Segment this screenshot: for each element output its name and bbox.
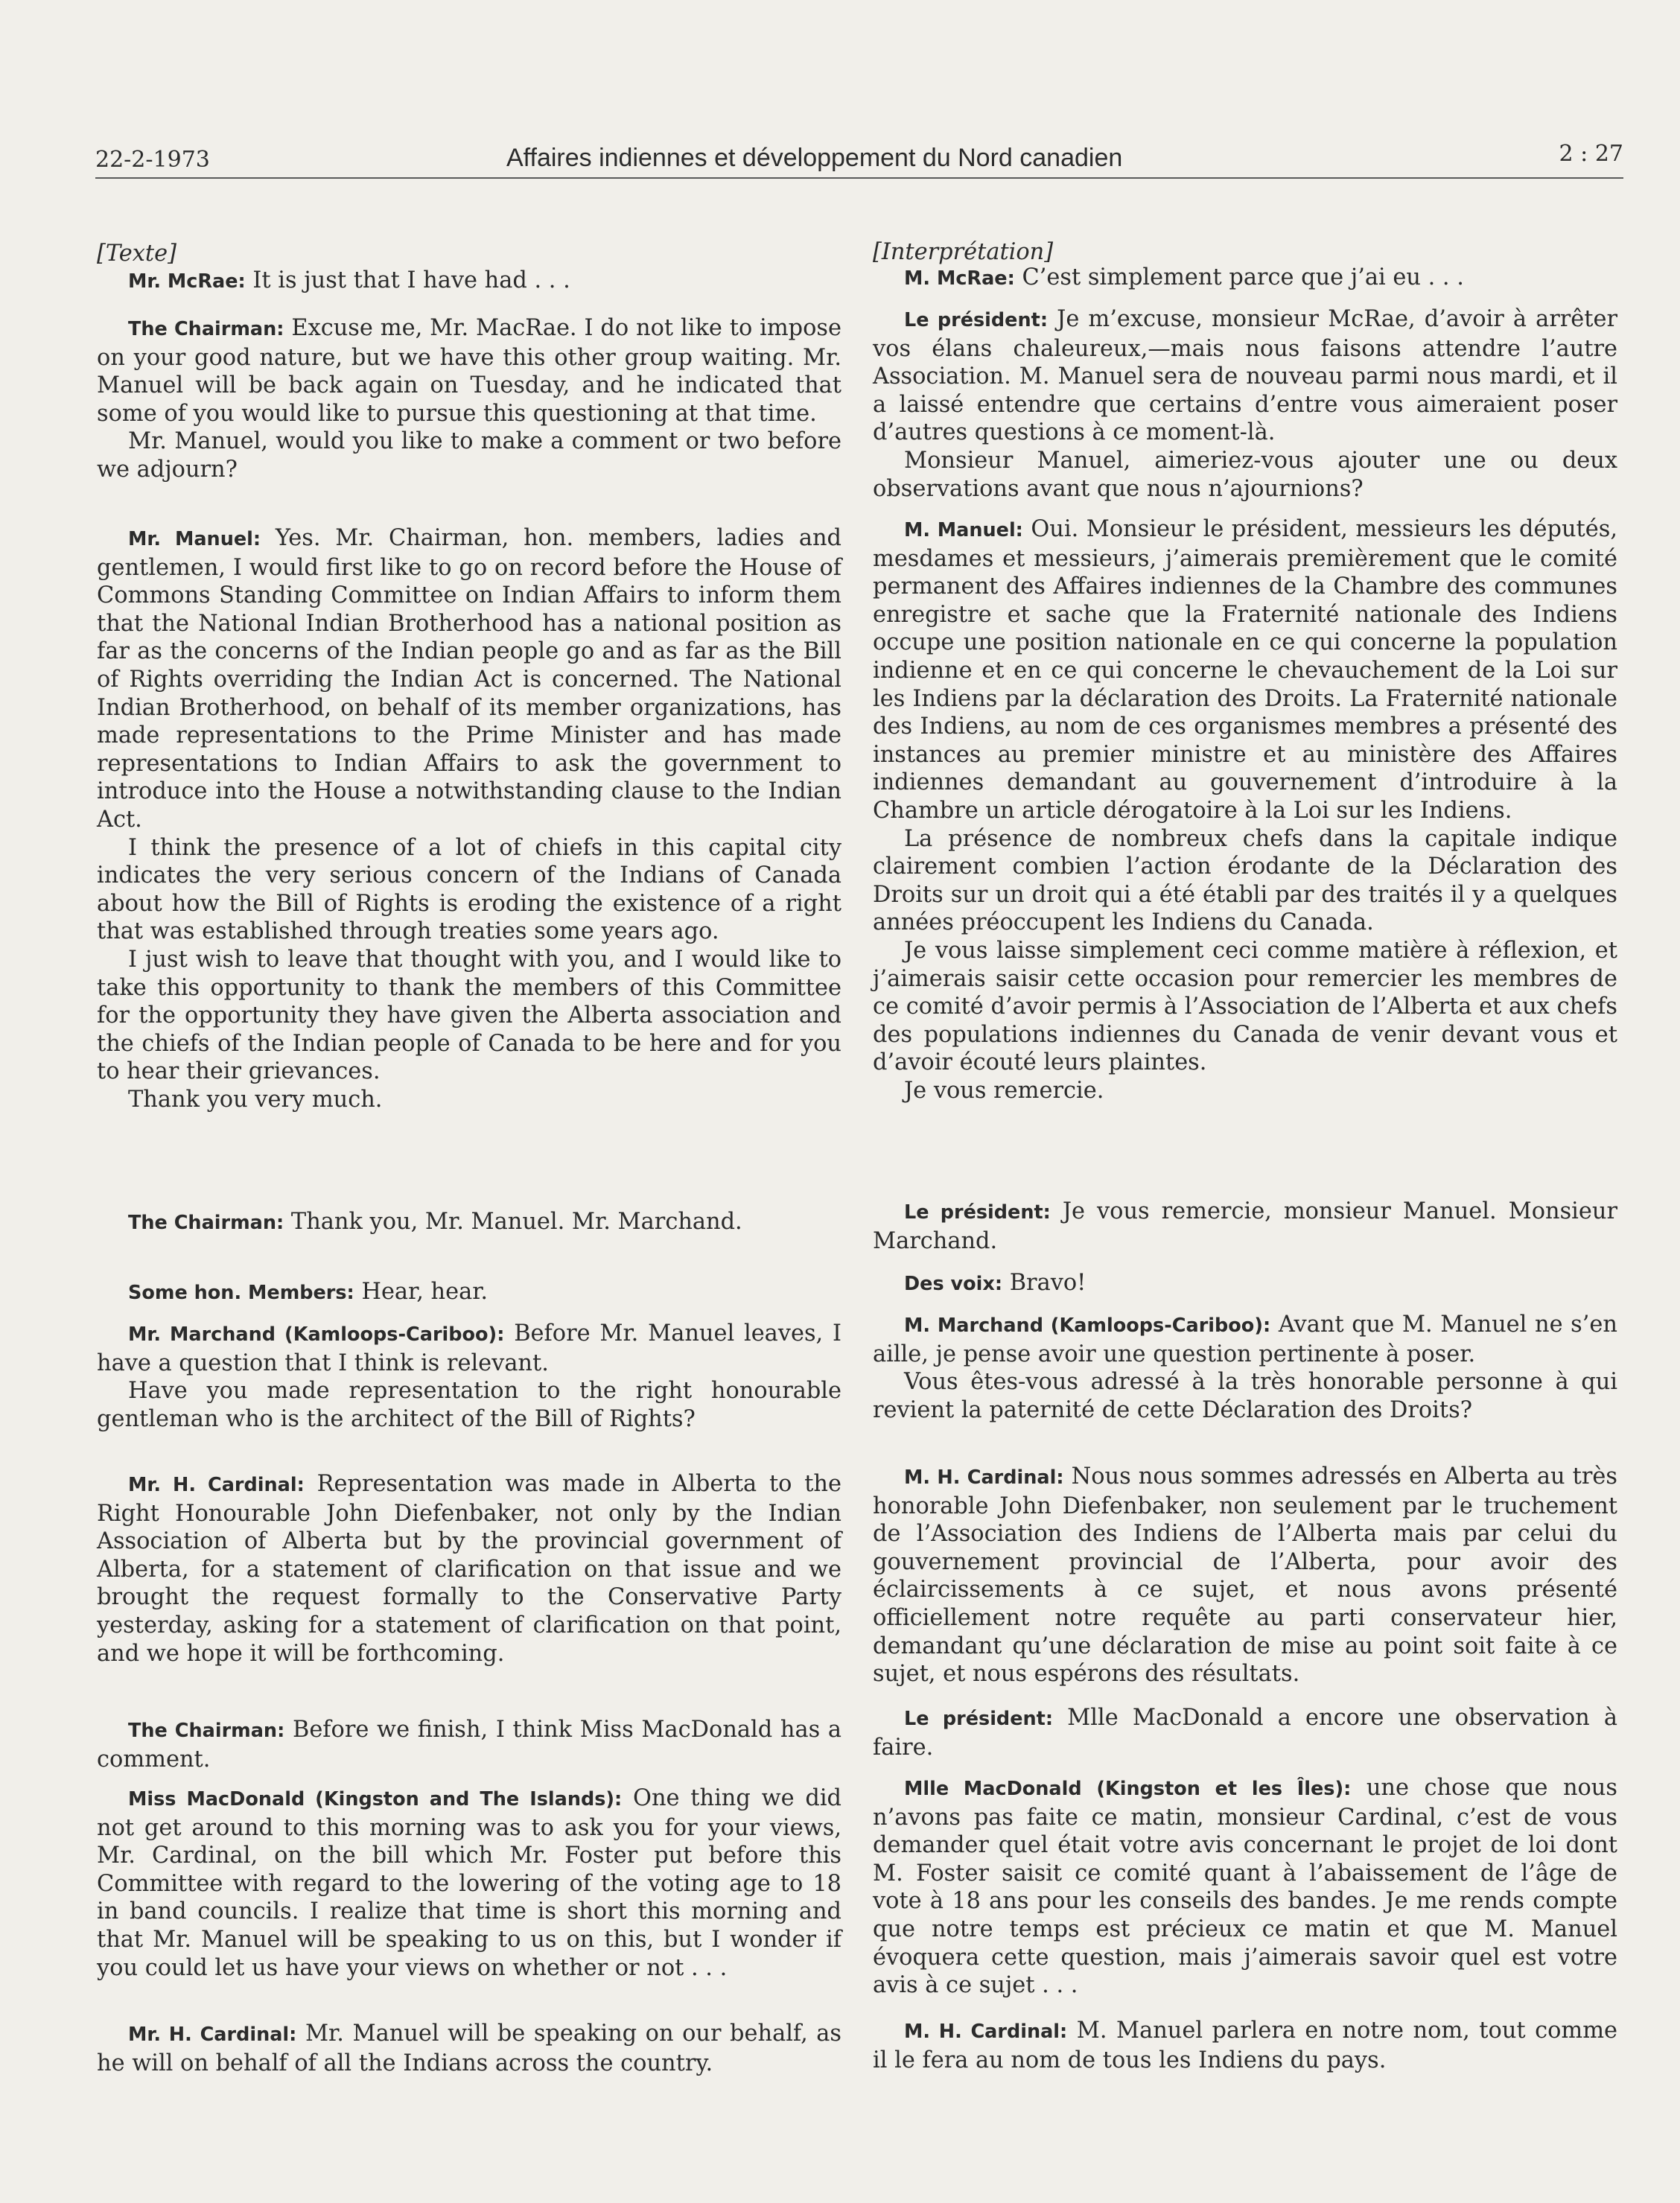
section-label-english: [Texte] [97, 241, 176, 267]
speech-paragraph: Monsieur Manuel, aimeriez-vous ajouter une ou deux observations avant que nous n’ajournions? [873, 447, 1617, 502]
speech-block [873, 264, 1617, 293]
speaker-name: The Chairman: [128, 1720, 285, 1742]
speaker-name: Mr. Marchand (Kamloops-Cariboo): [128, 1323, 505, 1346]
speech-text: une chose que nous n’avons pas faite ce matin, monsieur Cardinal, c’est de vous demander quel était votre avis concernant le projet de loi dont M. Foster saisit ce comité quant à l’abaissement de l’âge de vote à 18 ans pour les conseils des bandes. Je me rends compte que notre temps est précieux ce matin et que M. Manuel évoquera cette question, mais j’aimerais savoir quel est votre avis à ce sujet . . . [873, 1775, 1617, 1999]
speech-block [873, 1463, 1617, 1688]
speech-block [873, 1704, 1617, 1761]
speaker-name: M. Manuel: [904, 519, 1023, 541]
speaker-name: Miss MacDonald (Kingston and The Islands): [128, 1788, 623, 1811]
speaker-name: Le président: [904, 309, 1049, 331]
page-header [95, 139, 1623, 179]
speech-paragraph: Je vous remercie. [904, 1077, 1104, 1104]
speaker-name: Mr. McRae: [128, 270, 246, 293]
speech-block [97, 267, 841, 296]
speech-block [873, 515, 1617, 1104]
speech-block [97, 314, 841, 484]
header-title: Affaires indiennes et développement du Nord canadien [506, 144, 1123, 172]
speech-block [97, 1278, 841, 1308]
speech-block [97, 524, 841, 1113]
speech-block [873, 305, 1617, 503]
speech-block [97, 2020, 841, 2077]
speech-text: It is just that I have had . . . [252, 267, 570, 293]
speaker-name: Mlle MacDonald (Kingston et les Îles): [904, 1778, 1352, 1800]
speech-block [97, 1208, 841, 1238]
speech-text: M. Manuel parlera en notre nom, tout comme il le fera au nom de tous les Indiens du pays. [873, 2018, 1618, 2073]
speech-text: Je vous remercie, monsieur Manuel. Monsieur Marchand. [873, 1198, 1617, 1254]
speech-block [97, 1784, 841, 1982]
speech-block [873, 1311, 1617, 1424]
speaker-name: Mr. H. Cardinal: [128, 2024, 297, 2046]
speech-paragraph: La présence de nombreux chefs dans la capitale indique clairement combien l’action érodante de la Déclaration des Droits sur un droit qui a été établi par des traités il y a quelques années préoccupent les Indiens du Canada. [873, 825, 1617, 936]
speech-text: Hear, hear. [361, 1279, 489, 1305]
speech-block [97, 1716, 841, 1773]
speaker-name: The Chairman: [128, 318, 284, 340]
speech-paragraph: I think the presence of a lot of chiefs in this capital city indicates the very serious concern of the Indians of Canada about how the Bill of Rights is eroding the existence of a right that was established through treaties some years ago. [97, 834, 841, 945]
speaker-name: Le président: [904, 1708, 1054, 1730]
speaker-name: M. McRae: [904, 267, 1015, 290]
speech-text: Oui. Monsieur le président, messieurs les députés, mesdames et messieurs, j’aimerais premièrement que le comité permanent des Affaires indiennes de la Chambre des communes enregistre et sache que la Fraternité nationale des Indiens occupe une position nationale en ce qui concerne la population indienne et en ce qui concerne le chevauchement de la Loi sur les Indiens par la déclaration des Droits. La Fraternité nationale des Indiens, au nom de ces organismes membres a présenté des instances au premier ministre et au ministère des Affaires indiennes demandant au gouvernement d’introduire à la Chambre un article dérogatoire à la Loi sur les Indiens. [873, 516, 1617, 824]
speech-paragraph: I just wish to leave that thought with you, and I would like to take this opportunity to thank the members of this Committee for the opportunity they have given the Alberta association and the chiefs of the Indian people of Canada to be here and for you to hear their grievances. [97, 946, 841, 1085]
speech-text: Je m’excuse, monsieur McRae, d’avoir à arrêter vos élans chaleureux,—mais nous faisons attendre l’autre Association. M. Manuel sera de nouveau parmi nous mardi, et il a laissé entendre que certains d’entre vous aimeraient poser d’autres questions à ce moment-là. [873, 306, 1617, 446]
speech-block [97, 1320, 841, 1433]
speech-text: Excuse me, Mr. MacRae. I do not like to impose on your good nature, but we have this other group waiting. Mr. Manuel will be back again on Tuesday, and he indicated that some of you would like to pursue this questioning at that time. [97, 315, 842, 427]
speech-text: Mlle MacDonald a encore une observation à faire. [873, 1705, 1617, 1761]
speech-block [873, 1198, 1617, 1255]
speaker-name: M. Marchand (Kamloops-Cariboo): [904, 1315, 1271, 1337]
speech-paragraph: Je vous laisse simplement ceci comme matière à réflexion, et j’aimerais saisir cette occasion pour remercier les membres de ce comité d’avoir permis à l’Association de l’Alberta et aux chefs des populations indiennes du Canada de venir devant vous et d’avoir écouté leurs plaintes. [873, 937, 1617, 1076]
speech-block [873, 1774, 1617, 2000]
speaker-name: M. H. Cardinal: [904, 1466, 1064, 1489]
speech-paragraph: Thank you very much. [128, 1086, 383, 1113]
speech-text: Nous nous sommes adressés en Alberta au très honorable John Diefenbaker, non seulement par le truchement de l’Association des Indiens de l’Alberta mais par celui du gouvernement provincial de l’Alberta, pour avoir des éclaircissements à ce sujet, et nous avons présenté officiellement notre requête au parti conservateur hier, demandant qu’une déclaration de mise au point soit faite à ce sujet, et nous espérons des résultats. [873, 1463, 1617, 1688]
speech-text: C’est simplement parce que j’ai eu . . . [1022, 264, 1464, 290]
speech-text: Mr. Manuel will be speaking on our behalf, as he will on behalf of all the Indians across the country. [97, 2021, 842, 2076]
section-label-french: [Interprétation] [873, 239, 1054, 265]
speaker-name: The Chairman: [128, 1212, 284, 1234]
speech-paragraph: Vous êtes-vous adressé à la très honorable personne à qui revient la paternité de cette Déclaration des Droits? [873, 1369, 1617, 1423]
speech-block [97, 1470, 841, 1668]
speech-paragraph: Have you made representation to the right honourable gentleman who is the architect of the Bill of Rights? [97, 1378, 841, 1432]
speaker-name: Le président: [904, 1201, 1051, 1224]
speech-text: Thank you, Mr. Manuel. Mr. Marchand. [290, 1209, 742, 1235]
speech-paragraph: Mr. Manuel, would you like to make a comment or two before we adjourn? [97, 428, 841, 483]
speech-block [873, 2017, 1617, 2074]
speech-text: Bravo! [1009, 1270, 1086, 1296]
speaker-name: Mr. Manuel: [128, 528, 261, 550]
speaker-name: Mr. H. Cardinal: [128, 1474, 305, 1496]
speech-text: Yes. Mr. Chairman, hon. members, ladies and gentlemen, I would first like to go on record before the House of Commons Standing Committee on Indian Affairs to inform them that the National Indian Brotherhood has a national position as far as the concerns of the Indian people go and as far as the Bill of Rights overriding the Indian Act is concerned. The National Indian Brotherhood, on behalf of its member organizations, has made representations to the Prime Minister and has made representations to Indian Affairs to ask the government to introduce into the House a notwithstanding clause to the Indian Act. [97, 525, 841, 833]
speech-text: Representation was made in Alberta to the Right Honourable John Diefenbaker, not only by the Indian Association of Alberta but by the provincial government of Alberta, for a statement of clarification on that issue and we brought the request formally to the Conservative Party yesterday, asking for a statement of clarification on that point, and we hope it will be forthcoming. [97, 1471, 841, 1667]
speech-text: One thing we did not get around to this morning was to ask you for your views, Mr. Cardinal, on the bill which Mr. Foster put before this Committee with regard to the lowering of the voting age to 18 in band councils. I realize that time is short this morning and that Mr. Manuel will be speaking to us on this, but I wonder if you could let us have your views on whether or not . . . [97, 1785, 841, 1981]
speaker-name: Des voix: [904, 1273, 1003, 1295]
speech-block [873, 1269, 1617, 1299]
speech-text: Before Mr. Manuel leaves, I have a question that I think is relevant. [97, 1320, 841, 1376]
page-number: 2 : 27 [1559, 141, 1623, 167]
header-date: 22-2-1973 [95, 147, 210, 173]
speech-text: Avant que M. Manuel ne s’en aille, je pense avoir une question pertinente à poser. [873, 1312, 1617, 1367]
speaker-name: Some hon. Members: [128, 1282, 354, 1304]
speaker-name: M. H. Cardinal: [904, 2021, 1068, 2043]
speech-text: Before we finish, I think Miss MacDonald has a comment. [97, 1717, 841, 1773]
